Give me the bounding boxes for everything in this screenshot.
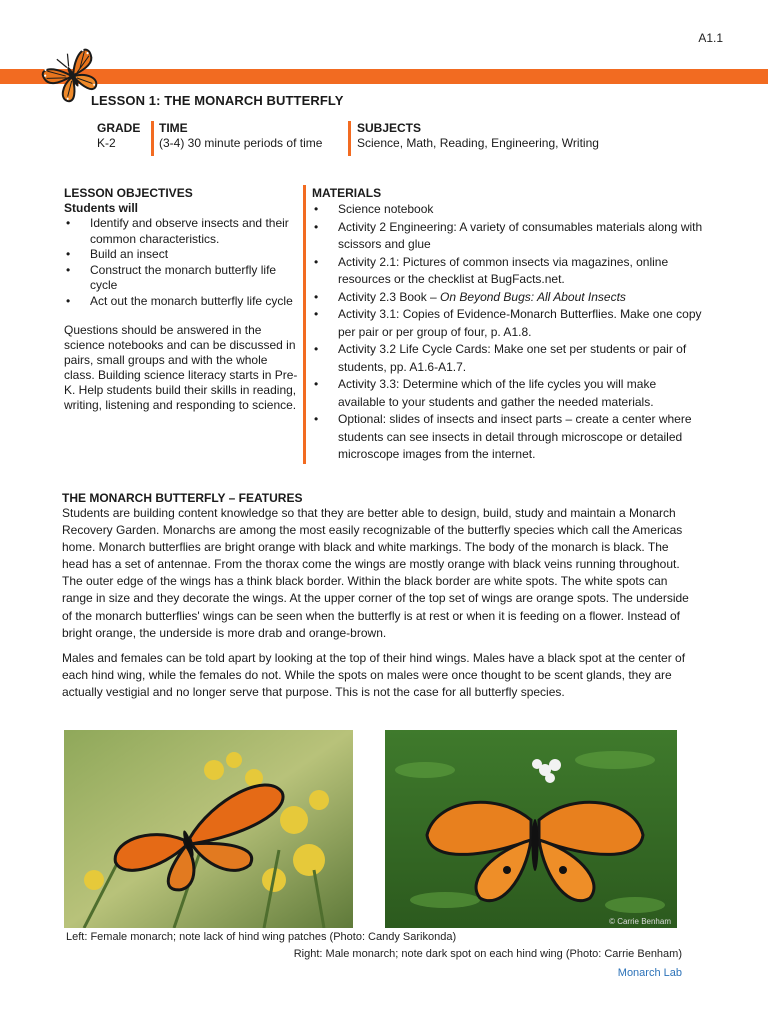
objectives-subheading: Students will [64,201,139,215]
left-photo-caption: Left: Female monarch; note lack of hind wing patches (Photo: Candy Sarikonda) [66,931,457,943]
photo-watermark: © Carrie Benham [609,917,671,926]
list-item: • Activity 2.1: Pictures of common insects via magazines, online resources or the checklist at BugFacts.net. [312,254,704,289]
page-number: A1.1 [698,31,723,45]
list-item: • Construct the monarch butterfly life cycle [64,263,300,294]
list-item: • Science notebook [312,201,704,219]
subjects-value: Science, Math, Reading, Engineering, Writing [357,136,599,150]
list-item: • Identify and observe insects and their common characteristics. [64,216,300,247]
column-divider [303,185,306,464]
male-monarch-photo [385,730,677,928]
features-paragraph-1: Students are building content knowledge so that they are better able to design, build, study and maintain a Monarch Recovery Garden. Monarchs are among the most easily recognizable of the butterfly species which call the Americas home. Monarch butterflies are bright orange with black and white markings. The body of the monarch is black. The head has a set of antennae. From the thorax come the wings are mostly orange with black veins running throughout. The outer edge of the wings has a think black border. Within the black border are white spots. The white spots can range in size and they decorate the wings. At the upper corner of the top set of wings are orange spots. The underside of the monarch butterflies' wings can be seen when the butterfly is at rest or when it is feeding on a flower. Instead of bright orange, the underside is more drab and orange-brown. [62,506,689,640]
list-item: • Optional: slides of insects and insect parts – create a center where students can see insects in detail through microscope or detailed microscope images from the internet. [312,411,704,464]
monarch-lab-link[interactable]: Monarch Lab [617,967,682,979]
book-title: On Beyond Bugs: All About Insects [440,289,626,304]
subjects-label: SUBJECTS [357,121,422,135]
list-item: • Activity 3.2 Life Cycle Cards: Make one set per students or pair of students, pp. A1.6-A1.7. [312,341,704,376]
grade-value: K-2 [97,136,116,150]
objectives-list [64,216,300,309]
objectives-section [64,186,300,413]
features-paragraph-2: Males and females can be told apart by looking at the top of their hind wings. Males have a black spot at the center of each hind wing, while the females do not. While the spots on males were once thought to be scent glands, they are actually vestigial and no longer serve that purpose. This is not the case for all butterfly species. [62,650,686,699]
list-item: • Build an insect [64,247,300,263]
features-heading: THE MONARCH BUTTERFLY – FEATURES [62,491,303,505]
list-item: • Activity 3.1: Copies of Evidence-Monarch Butterflies. Make one copy per pair or per group of four, p. A1.8. [312,306,704,341]
objectives-paragraph: Questions should be answered in the science notebooks and can be discussed in pairs, small groups and with the whole class. Building science literacy starts in Pre-K. Help students build their skills in reading, writing, listening and responding to science. [64,323,298,412]
list-item [312,289,704,307]
materials-heading: MATERIALS [312,186,382,200]
right-photo-caption: Right: Male monarch; note dark spot on each hind wing (Photo: Carrie Benham) [293,948,682,960]
time-divider [348,121,351,156]
list-item: • Activity 2 Engineering: A variety of consumables materials along with scissors and glue [312,219,704,254]
book-item-prefix: Activity 2.3 Book – [338,289,441,304]
features-section [62,491,694,701]
objectives-heading: LESSON OBJECTIVES [64,186,193,200]
grade-label: GRADE [97,121,141,135]
time-label: TIME [159,121,188,135]
lesson-title: LESSON 1: THE MONARCH BUTTERFLY [91,93,344,108]
female-monarch-photo [64,730,353,928]
list-item: • Act out the monarch butterfly life cycle [64,294,300,310]
grade-divider [151,121,154,156]
materials-section [312,186,704,464]
header-bar [0,69,768,84]
list-item: • Activity 3.3: Determine which of the life cycles you will make available to your students and gather the needed materials. [312,376,704,411]
materials-list [312,201,704,464]
time-value: (3-4) 30 minute periods of time [159,136,323,150]
